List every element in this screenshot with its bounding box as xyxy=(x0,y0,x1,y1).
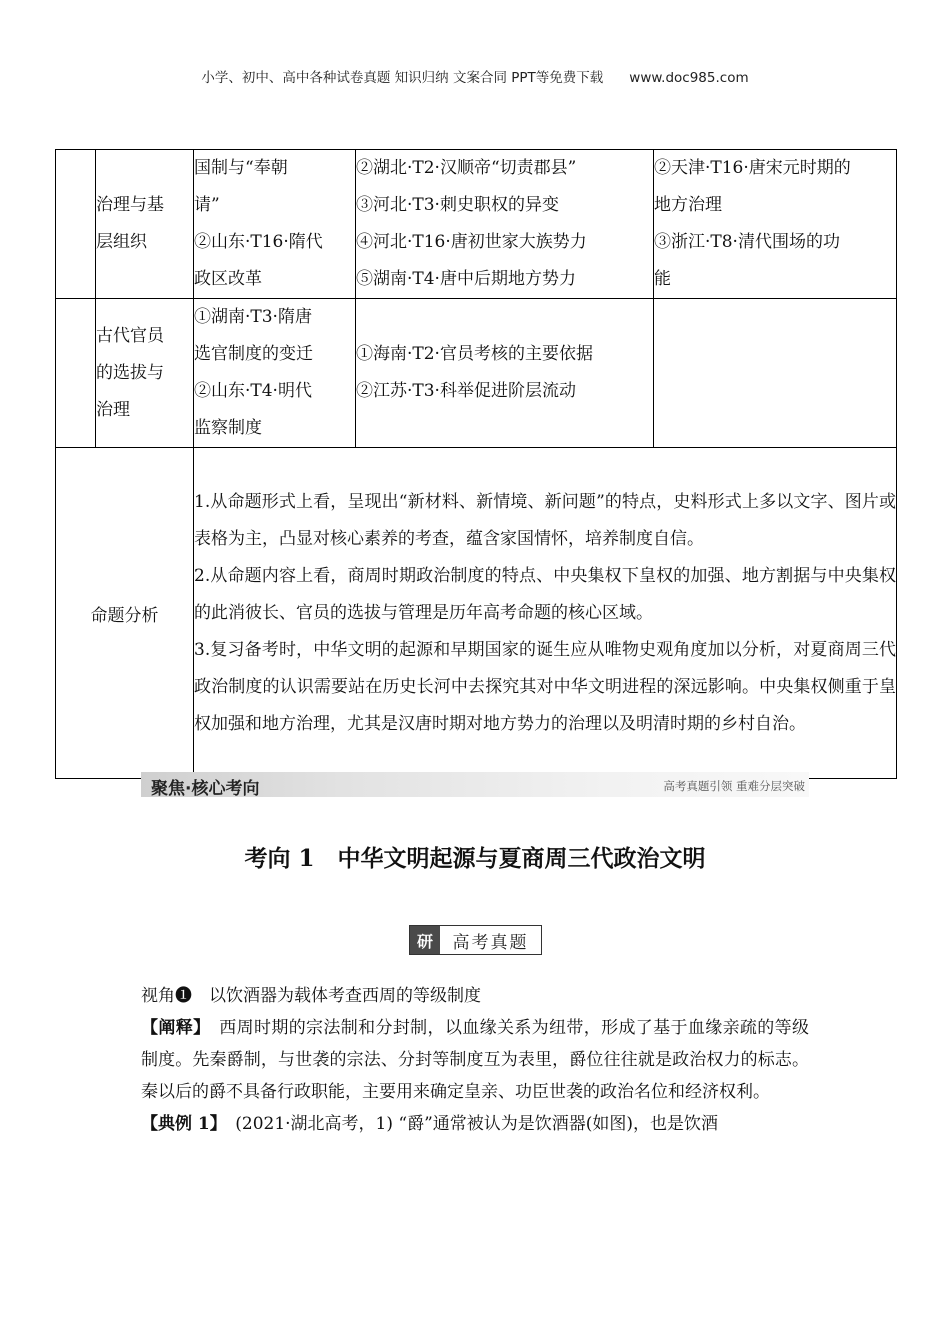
section-banner xyxy=(141,772,809,797)
cell-line: ①湖南·T3·隋唐 xyxy=(194,307,312,327)
interpret-text: 西周时期的宗法制和分封制，以血缘关系为纽带，形成了基于血缘亲疏的等级制度。先秦爵制，与世袭的宗法、分封等制度互为表里，爵位往往就是政治权力的标志。秦以后的爵不具备行政职能，主要用来确定皇亲、功臣世袭的政治名位和经济权利。 xyxy=(141,1018,809,1102)
exam-cell xyxy=(654,150,897,299)
interpret-paragraph xyxy=(141,1012,809,1108)
header-text: 小学、初中、高中各种试卷真题 知识归纳 文案合同 PPT等免费下载 xyxy=(201,70,604,86)
interpret-tag: 【阐释】 xyxy=(141,1018,202,1038)
table-row xyxy=(56,150,897,299)
badge-mark: 研 xyxy=(410,926,440,954)
cell-line: 监察制度 xyxy=(194,418,262,438)
topic-line: 层组织 xyxy=(96,232,147,252)
table-row xyxy=(56,299,897,448)
table-cell-empty xyxy=(56,150,96,299)
cell-line: ④河北·T16·唐初世家大族势力 xyxy=(356,232,587,252)
analysis-body xyxy=(194,448,897,779)
exam-cell xyxy=(194,150,356,299)
cell-line: ②湖北·T2·汉顺帝“切责郡县” xyxy=(356,158,577,178)
cell-line: ①海南·T2·官员考核的主要依据 xyxy=(356,344,593,364)
cell-line: 地方治理 xyxy=(654,195,722,215)
analysis-point: 2.从命题内容上看，商周时期政治制度的特点、中央集权下皇权的加强、地方割据与中央集权的此消彼长、官员的选拔与管理是历年高考命题的核心区域。 xyxy=(194,565,896,623)
cell-line: ②山东·T16·隋代 xyxy=(194,232,323,252)
cell-line: ③河北·T3·刺史职权的异变 xyxy=(356,195,559,215)
example-paragraph xyxy=(141,1108,809,1140)
table-cell-empty xyxy=(56,299,96,448)
cell-line: 选官制度的变迁 xyxy=(194,344,313,364)
header-url[interactable]: www.doc985.com xyxy=(629,70,749,86)
analysis-label: 命题分析 xyxy=(56,448,194,779)
page-header xyxy=(0,66,950,86)
cell-line: 国制与“奉朝 xyxy=(194,158,288,178)
exam-cell xyxy=(356,150,654,299)
cell-line: ②天津·T16·唐宋元时期的 xyxy=(654,158,851,178)
topic-cell xyxy=(96,299,194,448)
cell-line: 能 xyxy=(654,269,671,289)
cell-line: 请” xyxy=(194,195,220,215)
analysis-point: 3.复习备考时，中华文明的起源和早期国家的诞生应从唯物史观角度加以分析，对夏商周三代政治制度的认识需要站在历史长河中去探究其对中华文明进程的深远影响。中央集权侧重于皇权加强和地方治理，尤其是汉唐时期对地方势力的治理以及明清时期的乡村自治。 xyxy=(194,639,896,734)
exam-cell-empty xyxy=(654,299,897,448)
example-text: (2021·湖北高考，1) “爵”通常被认为是饮酒器(如图)，也是饮酒 xyxy=(218,1114,719,1134)
cell-line: ②山东·T4·明代 xyxy=(194,381,312,401)
exam-cell xyxy=(194,299,356,448)
cell-line: ③浙江·T8·清代围场的功 xyxy=(654,232,840,252)
topic-line: 治理 xyxy=(96,399,130,420)
cell-line: ⑤湖南·T4·唐中后期地方势力 xyxy=(356,269,576,289)
topic-line: 的选拔与 xyxy=(96,362,164,383)
badge-label: 高考真题 xyxy=(452,932,529,953)
banner-subtitle: 高考真题引领 重难分层突破 xyxy=(663,779,805,793)
exam-badge xyxy=(409,925,542,955)
cell-line: ②江苏·T3·科举促进阶层流动 xyxy=(356,381,576,401)
table-row xyxy=(56,448,897,779)
banner-title: 聚焦·核心考向 xyxy=(151,779,260,799)
angle-heading: 视角❶ 以饮酒器为载体考查西周的等级制度 xyxy=(141,986,481,1006)
exam-cell xyxy=(356,299,654,448)
topic-cell xyxy=(96,150,194,299)
section-title: 考向 1 中华文明起源与夏商周三代政治文明 xyxy=(244,845,706,872)
topic-line: 古代官员 xyxy=(96,325,164,346)
exam-analysis-table xyxy=(55,149,897,779)
analysis-point: 1.从命题形式上看，呈现出“新材料、新情境、新问题”的特点，史料形式上多以文字、图片或表格为主，凸显对核心素养的考查，蕴含家国情怀，培养制度自信。 xyxy=(194,491,896,549)
example-tag: 【典例 1】 xyxy=(141,1114,219,1134)
content-body xyxy=(141,980,809,1140)
cell-line: 政区改革 xyxy=(194,269,262,289)
topic-line: 治理与基 xyxy=(96,195,164,215)
